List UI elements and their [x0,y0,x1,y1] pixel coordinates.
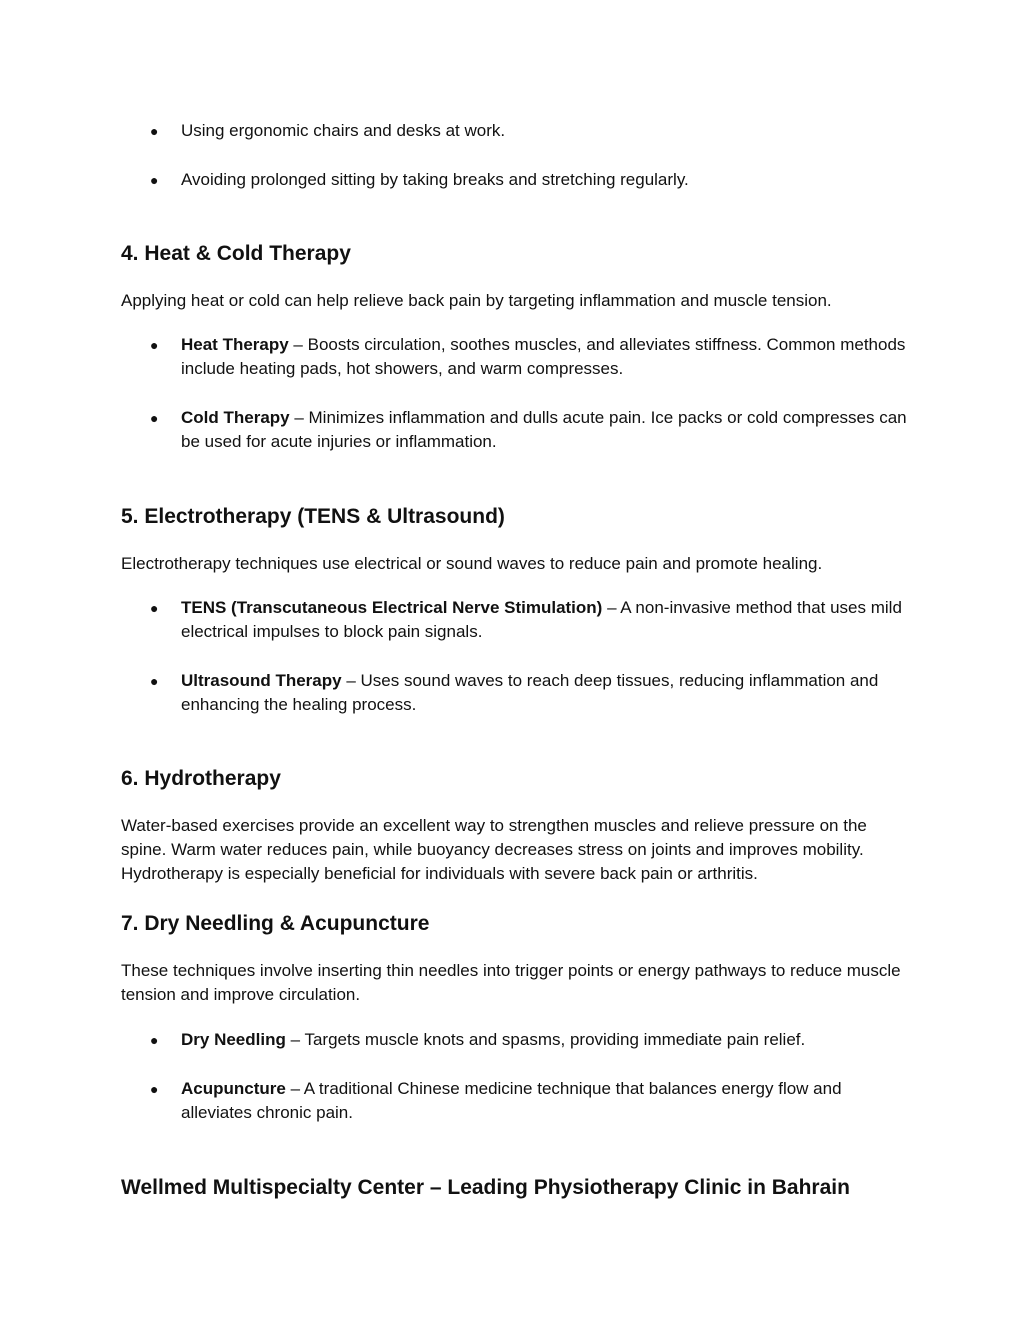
section-heading-hydrotherapy: 6. Hydrotherapy [121,767,281,790]
list-item-text [181,596,911,644]
list-item-text: Using ergonomic chairs and desks at work. [181,121,506,140]
bullet-icon: ● [150,123,159,139]
section-intro: Electrotherapy techniques use electrical or sound waves to reduce pain and promote healing. [121,554,823,573]
list-item-description: – Minimizes inflammation and dulls acute pain. Ice packs or cold compresses can be used for acute injuries or inflammation. [181,408,907,451]
bullet-icon: ● [150,410,159,426]
bullet-icon: ● [150,673,159,689]
list-item-text [181,669,911,717]
bullet-icon: ● [150,600,159,616]
list-item-term: Ultrasound Therapy [181,671,342,690]
list-item-text [181,333,911,381]
list-item-text [181,406,911,454]
bullet-icon: ● [150,172,159,188]
bullet-icon: ● [150,1032,159,1048]
list-item-term: TENS (Transcutaneous Electrical Nerve Stimulation) [181,598,603,617]
list-item-description: – Boosts circulation, soothes muscles, and alleviates stiffness. Common methods include heating pads, hot showers, and warm compresses. [181,335,906,378]
clinic-heading: Wellmed Multispecialty Center – Leading Physiotherapy Clinic in Bahrain [121,1176,850,1199]
list-item-term: Heat Therapy [181,335,289,354]
list-item-description: – Uses sound waves to reach deep tissues, reducing inflammation and enhancing the healing process. [181,671,879,714]
list-item-text [181,1077,911,1125]
section-heading-heat-cold: 4. Heat & Cold Therapy [121,242,351,265]
section-heading-dry-needling: 7. Dry Needling & Acupuncture [121,912,430,935]
bullet-icon: ● [150,1081,159,1097]
list-item-term: Acupuncture [181,1079,286,1098]
bullet-icon: ● [150,337,159,353]
list-item-description: – Targets muscle knots and spasms, providing immediate pain relief. [285,1030,806,1049]
section-heading-electrotherapy: 5. Electrotherapy (TENS & Ultrasound) [121,505,505,528]
section-intro: Applying heat or cold can help relieve back pain by targeting inflammation and muscle tension. [121,291,832,310]
list-item-term: Cold Therapy [181,408,290,427]
list-item-term: Dry Needling [181,1030,286,1049]
list-item-description: – A non-invasive method that uses mild electrical impulses to block pain signals. [181,598,902,641]
section-body: Water-based exercises provide an excellent way to strengthen muscles and relieve pressure on the spine. Warm water reduces pain, while buoyancy decreases stress on joints and improves mobility. Hydrotherapy is especially beneficial for individuals with severe back pain or arthritis. [121,816,867,883]
list-item-description: – A traditional Chinese medicine technique that balances energy flow and alleviates chronic pain. [181,1079,842,1122]
section-intro: These techniques involve inserting thin needles into trigger points or energy pathways to reduce muscle tension and improve circulation. [121,961,901,1004]
list-item-text [181,1028,911,1052]
list-item-text: Avoiding prolonged sitting by taking breaks and stretching regularly. [181,170,689,189]
